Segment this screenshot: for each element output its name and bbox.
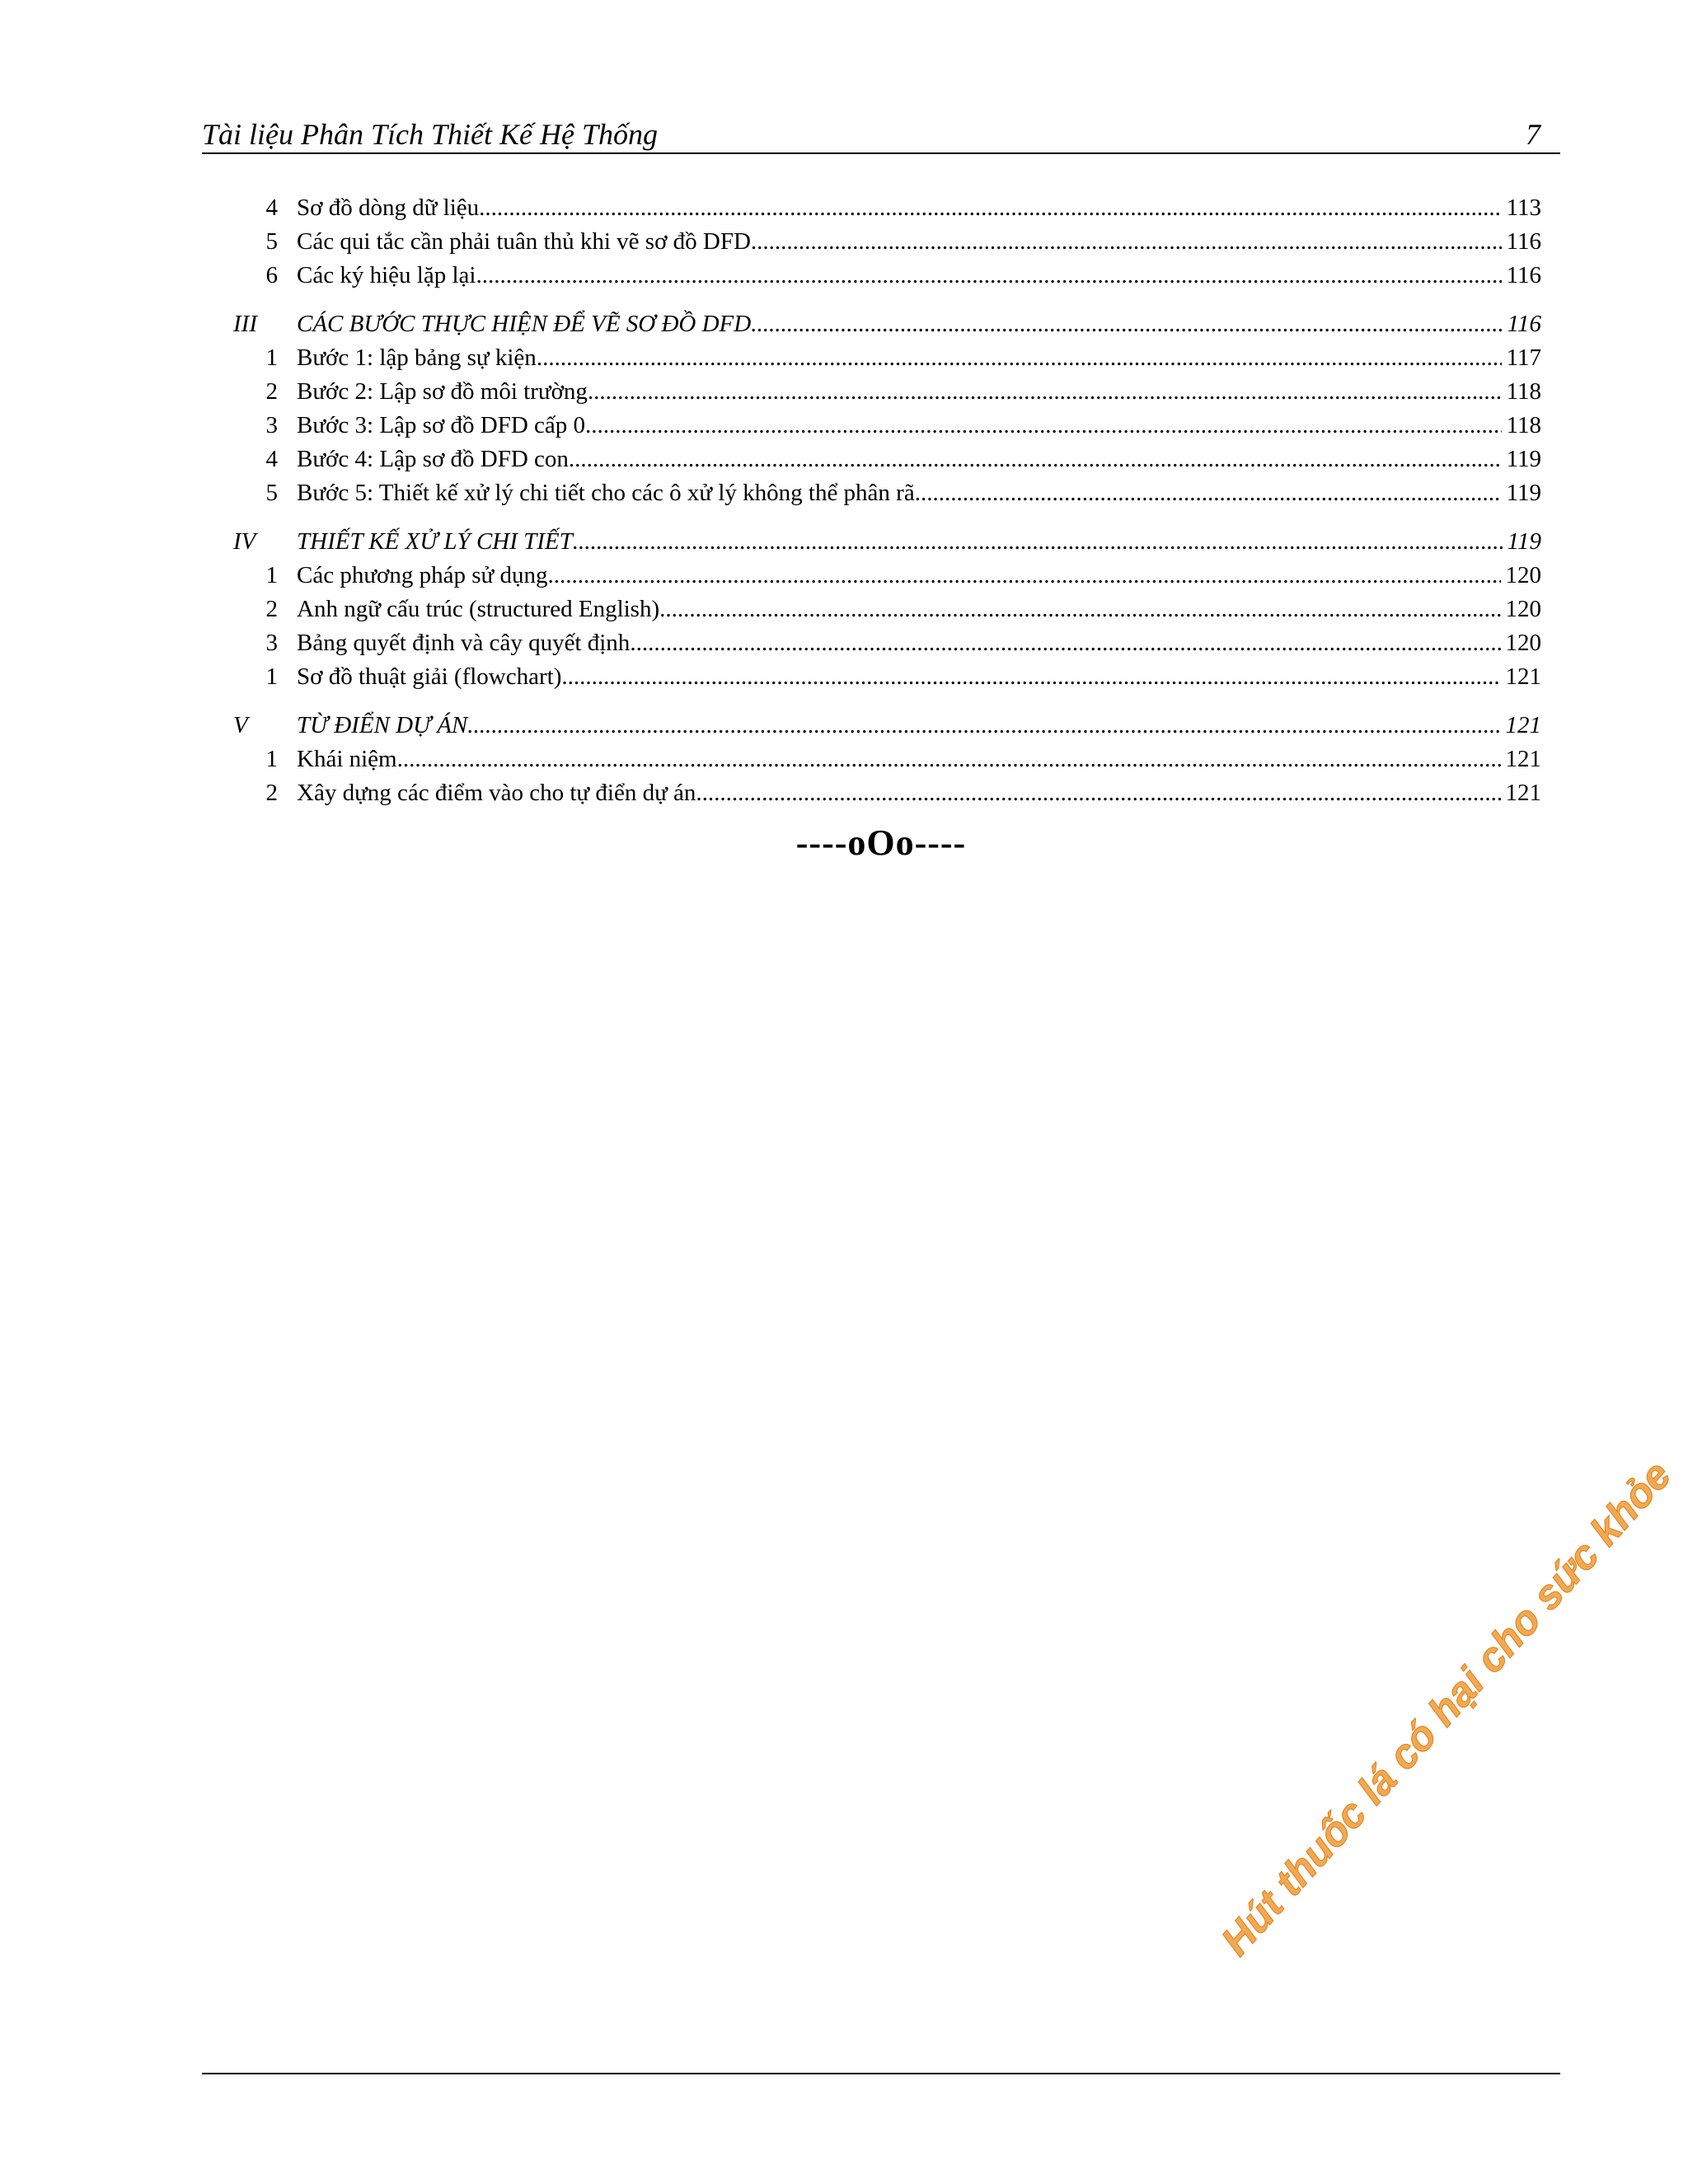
toc-section-entry [202,525,1541,559]
toc-entry-number: 1 [265,746,278,772]
table-of-contents [202,191,1541,810]
toc-leader-dots [561,660,1500,694]
toc-entry-line [297,443,1541,476]
page-number: 7 [1526,118,1540,151]
toc-leader-dots [630,626,1500,660]
toc-entry-line [297,626,1541,660]
toc-entry [202,776,1541,810]
toc-entry-title: Bước 4: Lập sơ đồ DFD con [297,446,569,472]
toc-entry-title: Bước 1: lập bảng sự kiện [297,344,537,371]
toc-entry-title: Các phương pháp sử dụng [297,562,548,588]
toc-entry-number: III [233,311,257,337]
toc-entry-title: THIẾT KẾ XỬ LÝ CHI TIẾT [297,528,573,555]
toc-entry-number: 4 [265,194,278,221]
toc-leader-dots [397,743,1501,776]
toc-entry-line [297,225,1541,259]
toc-entry [202,743,1541,776]
toc-entry-line [297,409,1541,443]
toc-entry-line [297,476,1541,510]
toc-entry-number: 4 [265,446,278,472]
toc-entry-title: Các qui tắc cần phải tuân thủ khi vẽ sơ đồ DFD [297,228,751,255]
toc-section-entry [202,307,1541,341]
toc-entry-number: 2 [265,780,278,806]
toc-entry [202,375,1541,409]
toc-entry-page: 121 [1505,746,1541,772]
toc-entry-title: Anh ngữ cấu trúc (structured English) [297,596,660,622]
toc-entry-page: 119 [1506,446,1541,472]
toc-entry-line [297,307,1541,341]
toc-entry-number: IV [233,528,256,555]
toc-entry-number: 2 [265,378,278,405]
toc-entry-title: Sơ đồ thuật giải (flowchart) [297,663,562,690]
toc-leader-dots [585,409,1502,443]
toc-entry-line [297,709,1541,743]
document-title: Tài liệu Phân Tích Thiết Kế Hệ Thống [202,118,658,151]
toc-entry-title: Bảng quyết định và cây quyết định [297,630,631,656]
toc-entry [202,259,1541,293]
toc-entry-number: 3 [265,412,278,438]
toc-entry [202,191,1541,225]
toc-section-entry [202,709,1541,743]
toc-entry-number: 2 [265,596,278,622]
toc-entry-number: 6 [265,262,278,288]
toc-entry [202,409,1541,443]
toc-entry-page: 119 [1507,528,1541,555]
toc-entry-page: 113 [1506,194,1541,221]
toc-entry-number: 5 [265,228,278,255]
toc-entry-title: Xây dựng các điểm vào cho tự điển dự án [297,780,696,806]
header-divider [202,152,1560,154]
toc-entry-page: 117 [1506,344,1541,371]
toc-entry-number: 1 [265,344,278,371]
toc-entry-number: V [233,712,248,738]
toc-entry-line [297,559,1541,593]
toc-entry [202,626,1541,660]
toc-entry-number: 5 [265,480,278,506]
toc-entry [202,225,1541,259]
toc-entry [202,476,1541,510]
toc-leader-dots [476,259,1501,293]
toc-entry-title: Bước 3: Lập sơ đồ DFD cấp 0 [297,412,586,438]
toc-entry [202,443,1541,476]
toc-entry-line [297,525,1541,559]
toc-entry [202,593,1541,626]
toc-entry-page: 116 [1506,262,1541,288]
toc-entry-line [297,191,1541,225]
toc-leader-dots [467,709,1500,743]
toc-entry-line [297,776,1541,810]
toc-entry-line [297,259,1541,293]
toc-entry-page: 118 [1506,412,1541,438]
toc-entry-number: 3 [265,630,278,656]
toc-entry-page: 121 [1505,780,1541,806]
toc-leader-dots [573,525,1503,559]
toc-entry-number: 1 [265,663,278,690]
toc-entry-title: Các ký hiệu lặp lại [297,262,476,288]
toc-leader-dots [696,776,1500,810]
toc-leader-dots [921,476,1502,510]
toc-entry-page: 118 [1506,378,1541,405]
end-mark: ----oOo---- [795,823,967,863]
toc-entry-title: Khái niệm [297,746,397,772]
toc-entry-page: 120 [1505,596,1541,622]
toc-leader-dots [659,593,1500,626]
toc-leader-dots [751,307,1502,341]
toc-entry [202,660,1541,694]
toc-entry-title: TỪ ĐIỂN DỰ ÁN [297,712,468,738]
toc-entry-page: 120 [1505,562,1541,588]
toc-entry-page: 121 [1505,712,1541,738]
toc-entry-line [297,743,1541,776]
toc-entry-line [297,341,1541,375]
toc-leader-dots [479,191,1501,225]
toc-entry-title: Sơ đồ dòng dữ liệu [297,194,480,221]
toc-leader-dots [588,375,1502,409]
toc-entry-title: Bước 5: Thiết kế xử lý chi tiết cho các ô xử lý không thể phân rã. [297,480,921,506]
toc-entry-line [297,375,1541,409]
toc-entry-page: 120 [1505,630,1541,656]
toc-entry-page: 116 [1506,228,1541,255]
toc-entry [202,341,1541,375]
toc-entry-line [297,593,1541,626]
toc-entry-page: 119 [1506,480,1541,506]
toc-leader-dots [548,559,1501,593]
watermark: Hút thuốc lá có hại cho sức khỏe [1212,1451,1681,1965]
toc-leader-dots [569,443,1502,476]
footer-divider [202,2073,1560,2074]
toc-entry [202,559,1541,593]
toc-entry-page: 116 [1507,311,1541,337]
toc-leader-dots [751,225,1502,259]
toc-entry-title: CÁC BƯỚC THỰC HIỆN ĐỂ VẼ SƠ ĐỒ DFD [297,311,752,337]
page-header [202,114,1560,155]
toc-entry-title: Bước 2: Lập sơ đồ môi trường [297,378,588,405]
toc-entry-page: 121 [1505,663,1541,690]
toc-entry-number: 1 [265,562,278,588]
toc-entry-line [297,660,1541,694]
toc-leader-dots [537,341,1502,375]
